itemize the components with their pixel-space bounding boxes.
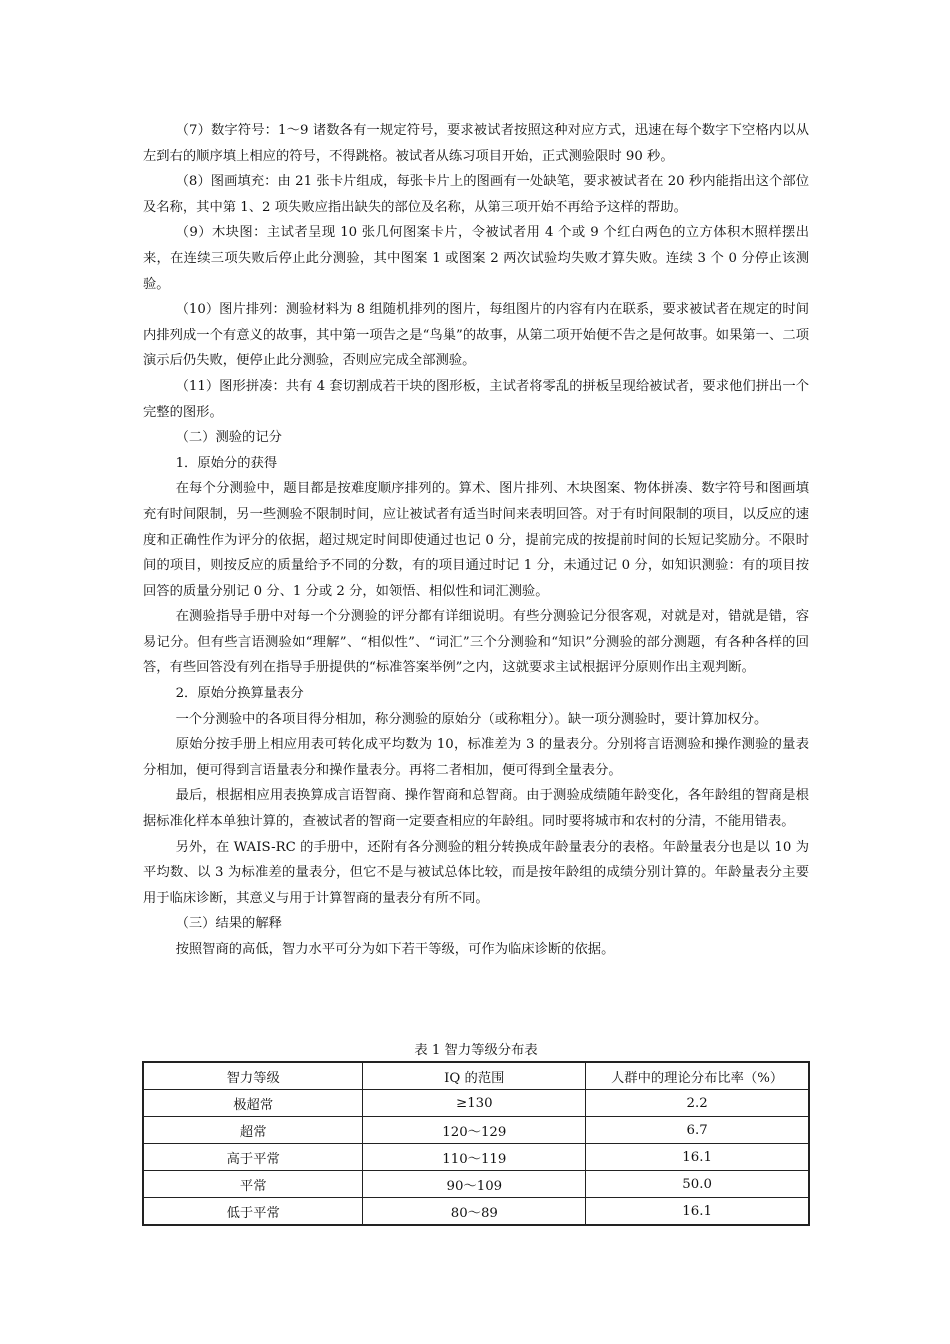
table-caption: 表 1 智力等级分布表 bbox=[414, 1043, 538, 1058]
cell-iq-range: ≥130 bbox=[363, 1090, 586, 1117]
cell-percentage: 50.0 bbox=[586, 1171, 809, 1198]
body-text bbox=[143, 118, 809, 963]
paragraph-scale-score: 原始分按手册上相应用表可转化成平均数为 10，标准差为 3 的量表分。分别将言语测验和操作测验的量表分相加，便可得到言语量表分和操作量表分。再将二者相加，便可得到全量表分。 bbox=[143, 737, 809, 778]
cell-iq-range: 90～109 bbox=[363, 1171, 586, 1198]
paragraph-scoring-manual: 在测验指导手册中对每一个分测验的评分都有详细说明。有些分测验记分很客观，对就是对，错就是错，容易记分。但有些言语测验如“理解”、“相似性”、“词汇”三个分测验和“知识”分测验的部分测题，有各种各样的回答，有些回答没有列在指导手册提供的“标准答案举例”之内，这就要求主试根据评分原则作出主观判断。 bbox=[143, 609, 809, 676]
table-row bbox=[144, 1117, 809, 1144]
section-heading-scoring: （二）测验的记分 bbox=[175, 430, 282, 446]
cell-iq-range: 110～119 bbox=[363, 1144, 586, 1171]
header-percentage: 人群中的理论分布比率（%） bbox=[586, 1063, 809, 1090]
header-level: 智力等级 bbox=[144, 1063, 363, 1090]
cell-level: 超常 bbox=[144, 1117, 363, 1144]
cell-level: 极超常 bbox=[144, 1090, 363, 1117]
cell-level: 低于平常 bbox=[144, 1198, 363, 1225]
cell-percentage: 16.1 bbox=[586, 1198, 809, 1225]
paragraph-raw-score-timing: 在每个分测验中，题目都是按难度顺序排列的。算术、图片排列、木块图案、物体拼凑、数字符号和图画填充有时间限制，另一些测验不限制时间，应让被试者有适当时间来表明回答。对于有时间限制的项目，以反应的速度和正确性作为评分的依据，超过规定时间即使通过也记 0 分，提前完成的按提前时间的长短记奖励分。不限时间的项目，则按反应的质量给予不同的分数，有的项目通过时记 1 分，未通过记 0 分，如知识测验：有的项目按回答的质量分别记 0 分、1 分或 2 分，如领悟、相似性和词汇测验。 bbox=[143, 481, 809, 599]
table-row bbox=[144, 1090, 809, 1117]
table-row bbox=[144, 1144, 809, 1171]
paragraph-block-design: （9）木块图：主试者呈现 10 张几何图案卡片，令被试者用 4 个或 9 个红白两色的立方体积木照样摆出来，在连续三项失败后停止此分测验，其中图案 1 或图案 2 两次试验均失败才算失败。连续 3 个 0 分停止该测验。 bbox=[143, 225, 809, 292]
paragraph-digit-symbol: （7）数字符号：1～9 诸数各有一规定符号，要求被试者按照这种对应方式，迅速在每个数字下空格内以从左到右的顺序填上相应的符号，不得跳格。被试者从练习项目开始，正式测验限时 90 秒。 bbox=[143, 123, 809, 164]
section-heading-interpretation: （三）结果的解释 bbox=[175, 916, 282, 932]
header-iq-range: IQ 的范围 bbox=[363, 1063, 586, 1090]
table-header-row bbox=[144, 1063, 809, 1090]
subheading-raw-score: 1．原始分的获得 bbox=[175, 455, 278, 471]
paragraph-age-scale-score: 另外，在 WAIS-RC 的手册中，还附有各分测验的粗分转换成年龄量表分的表格。年龄量表分也是以 10 为平均数、以 3 为标准差的量表分，但它不是与被试总体比较，而是按年龄组的成绩分别计算的。年龄量表分主要用于临床诊断，其意义与用于计算智商的量表分有所不同。 bbox=[143, 839, 809, 906]
table-row bbox=[144, 1198, 809, 1225]
paragraph-picture-completion: （8）图画填充：由 21 张卡片组成，每张卡片上的图画有一处缺笔，要求被试者在 20 秒内能指出这个部位及名称，其中第 1、2 项失败应指出缺失的部位及名称，从第三项开始不再给予这样的帮助。 bbox=[143, 174, 809, 215]
cell-level: 高于平常 bbox=[144, 1144, 363, 1171]
cell-level: 平常 bbox=[144, 1171, 363, 1198]
paragraph-object-assembly: （11）图形拼凑：共有 4 套切割成若干块的图形板，主试者将零乱的拼板呈现给被试者，要求他们拼出一个完整的图形。 bbox=[143, 378, 809, 420]
paragraph-picture-arrangement: （10）图片排列：测验材料为 8 组随机排列的图片，每组图片的内容有内在联系，要求被试者在规定的时间内排列成一个有意义的故事，其中第一项告之是“鸟巢”的故事，从第二项开始便不告之是何故事。如果第一、二项演示后仍失败，便停止此分测验，否则应完成全部测验。 bbox=[143, 302, 809, 369]
paragraph-iq-levels-intro: 按照智商的高低，智力水平可分为如下若干等级，可作为临床诊断的依据。 bbox=[175, 942, 615, 957]
iq-distribution-table bbox=[143, 1062, 809, 1225]
cell-iq-range: 80～89 bbox=[363, 1198, 586, 1225]
table-row bbox=[144, 1171, 809, 1198]
cell-iq-range: 120～129 bbox=[363, 1117, 586, 1144]
cell-percentage: 2.2 bbox=[586, 1090, 809, 1117]
cell-percentage: 6.7 bbox=[586, 1117, 809, 1144]
subheading-scale-conversion: 2．原始分换算量表分 bbox=[175, 686, 304, 702]
paragraph-raw-score-sum: 一个分测验中的各项目得分相加，称分测验的原始分（或称粗分）。缺一项分测验时，要计算加权分。 bbox=[175, 711, 768, 727]
paragraph-iq-conversion: 最后，根据相应用表换算成言语智商、操作智商和总智商。由于测验成绩随年龄变化，各年龄组的智商是根据标准化样本单独计算的，查被试者的智商一定要查相应的年龄组。同时要将城市和农村的分清，不能用错表。 bbox=[143, 788, 809, 830]
cell-percentage: 16.1 bbox=[586, 1144, 809, 1171]
